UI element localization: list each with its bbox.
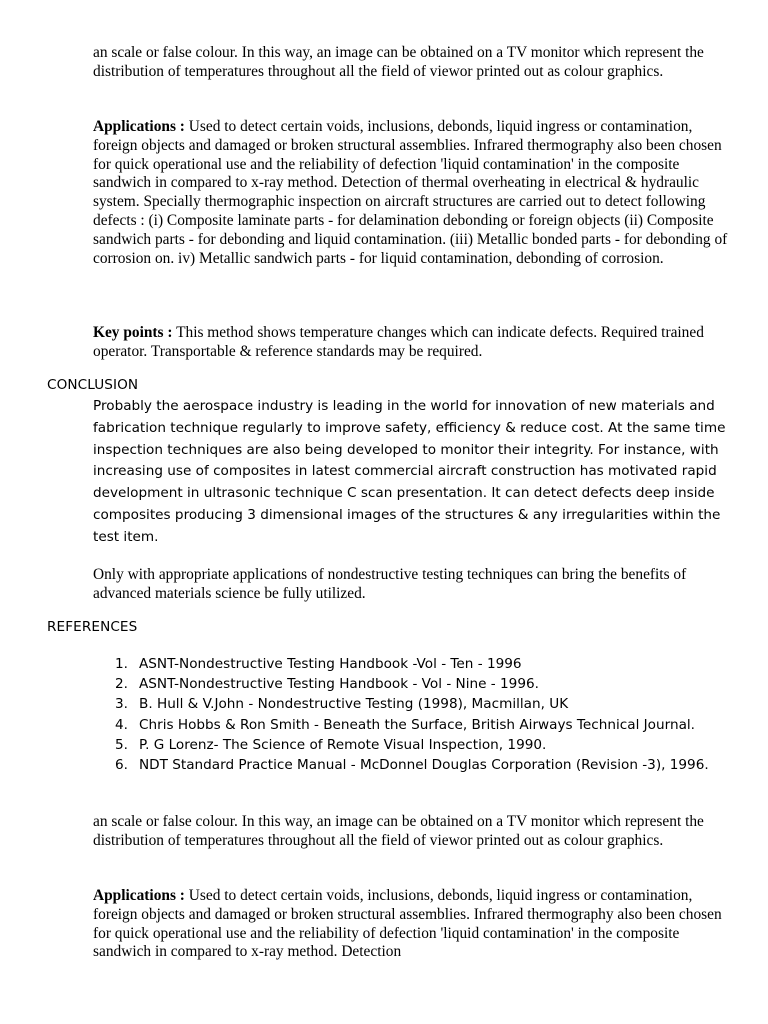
key-points-label: Key points : <box>93 324 173 341</box>
intro-paragraph-repeat <box>93 813 733 851</box>
applications-label: Applications : <box>93 887 185 904</box>
reference-item: 6. NDT Standard Practice Manual - McDonnel Douglas Corporation (Revision -3), 1996. <box>115 757 709 774</box>
conclusion-heading: CONCLUSION <box>47 377 139 393</box>
key-points-paragraph <box>93 324 733 362</box>
reference-item: 2. ASNT-Nondestructive Testing Handbook - Vol - Nine - 1996. <box>115 676 539 693</box>
reference-item: 5. P. G Lorenz- The Science of Remote Visual Inspection, 1990. <box>115 736 547 753</box>
reference-item: 1. ASNT-Nondestructive Testing Handbook -Vol - Ten - 1996 <box>115 656 522 672</box>
applications-paragraph-repeat <box>93 887 733 962</box>
applications-text: Used to detect certain voids, inclusions, debonds, liquid ingress or contamination, foreign objects and damaged or broken structural assemblies. Infrared thermography also been chosen for quick operational use and the reliability of defection 'liquid contamination' in the composite sandwich in compared to x-ray method. Detection of thermal overheating in electrical & hydraulic system. Specially thermographic inspection on aircraft structures are carried out to detect following defects : (i) Composite laminate parts - for delamination debonding or foreign objects (ii) Composite sandwich parts - for debonding and liquid contamination. (iii) Metallic bonded parts - for debonding of corrosion on. iv) Metallic sandwich parts - for liquid contamination, debonding of corrosion. <box>93 118 728 267</box>
key-points-text: This method shows temperature changes which can indicate defects. Required trained operator. Transportable & reference standards may be required. <box>93 324 704 360</box>
reference-item: 3. B. Hull & V.John - Nondestructive Testing (1998), Macmillan, UK <box>115 696 569 713</box>
reference-item: 4. Chris Hobbs & Ron Smith - Beneath the Surface, British Airways Technical Journal. <box>115 716 696 733</box>
conclusion-closing: Only with appropriate applications of nondestructive testing techniques can bring the benefits of advanced materials science be fully utilized. <box>93 566 687 602</box>
applications-label: Applications : <box>93 118 185 135</box>
applications-text: Used to detect certain voids, inclusions, debonds, liquid ingress or contamination, foreign objects and damaged or broken structural assemblies. Infrared thermography also been chosen for quick operational use and the reliability of defection 'liquid contamination' in the composite sandwich in compared to x-ray method. Detection <box>93 887 722 961</box>
intro-text: an scale or false colour. In this way, an image can be obtained on a TV monitor which represent the distribution of temperatures throughout all the field of viewor printed out as colour graphics. <box>93 44 704 80</box>
intro-paragraph <box>93 44 733 82</box>
conclusion-body: Probably the aerospace industry is leading in the world for innovation of new materials and fabrication technique regularly to improve safety, efficiency & reduce cost. At the same time inspection techniques are also being developed to monitor their integrity. For instance, with increasing use of composites in latest commercial aircraft construction has motivated rapid development in ultrasonic technique C scan presentation. It can detect defects deep inside composites producing 3 dimensional images of the structures & any irregularities within the test item. <box>93 398 726 545</box>
applications-paragraph <box>93 118 733 268</box>
references-list <box>115 654 739 775</box>
references-heading: REFERENCES <box>47 619 138 635</box>
intro-text: an scale or false colour. In this way, an image can be obtained on a TV monitor which represent the distribution of temperatures throughout all the field of viewor printed out as colour graphics. <box>93 813 704 849</box>
